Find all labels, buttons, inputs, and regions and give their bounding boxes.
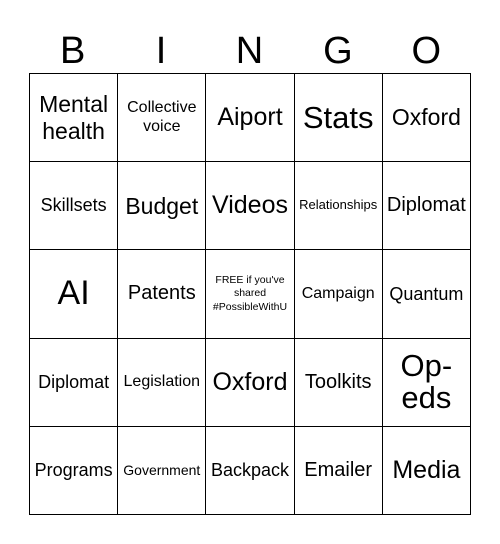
bingo-cell[interactable] <box>295 339 383 427</box>
bingo-cell[interactable] <box>295 74 383 162</box>
header-letter-i: I <box>155 30 168 72</box>
bingo-cell[interactable] <box>118 250 206 338</box>
header-letter-g: G <box>323 30 354 72</box>
header-letter-b: B <box>60 30 87 72</box>
bingo-cell[interactable] <box>383 162 471 250</box>
bingo-cell-label: Oxford <box>391 104 461 131</box>
bingo-cell-label: Toolkits <box>304 370 372 393</box>
bingo-cell-label: Government <box>123 462 201 479</box>
bingo-cell[interactable] <box>30 339 118 427</box>
bingo-cell[interactable] <box>383 74 471 162</box>
bingo-cell[interactable] <box>118 427 206 515</box>
bingo-cell[interactable] <box>383 250 471 338</box>
bingo-cell-label: Mental health <box>39 91 109 144</box>
bingo-cell-label: Videos <box>211 191 288 220</box>
bingo-cell[interactable] <box>118 162 206 250</box>
bingo-cell-label: Media <box>392 456 461 485</box>
bingo-cell-label: Op-eds <box>400 347 453 416</box>
bingo-cell[interactable] <box>295 162 383 250</box>
bingo-cell[interactable] <box>295 250 383 338</box>
bingo-card-grid <box>29 73 471 515</box>
bingo-cell-label: Skillsets <box>40 195 107 216</box>
bingo-cell[interactable] <box>118 74 206 162</box>
bingo-cell[interactable] <box>118 339 206 427</box>
bingo-cell[interactable] <box>206 162 294 250</box>
bingo-free-space[interactable] <box>206 250 294 338</box>
bingo-cell[interactable] <box>30 74 118 162</box>
bingo-cell-label: Diplomat <box>386 194 466 217</box>
bingo-cell-label: Quantum <box>389 283 464 304</box>
bingo-cell-label: Budget <box>125 192 199 219</box>
bingo-cell[interactable] <box>206 339 294 427</box>
bingo-header <box>29 28 471 74</box>
bingo-cell[interactable] <box>206 427 294 515</box>
bingo-cell-label: Aiport <box>217 103 283 132</box>
bingo-cell-label: Campaign <box>301 284 375 302</box>
bingo-cell[interactable] <box>383 427 471 515</box>
bingo-cell-label: Emailer <box>304 458 373 481</box>
bingo-cell-label: FREE if you've shared #PossibleWithU <box>212 273 288 313</box>
bingo-cell-label: Programs <box>34 460 113 481</box>
header-letter-o: O <box>411 30 443 72</box>
bingo-cell[interactable] <box>295 427 383 515</box>
bingo-cell-label: Legislation <box>123 373 201 390</box>
bingo-cell-label: Stats <box>302 99 374 135</box>
bingo-cell-label: Diplomat <box>38 371 110 392</box>
bingo-cell-label: AI <box>57 274 90 313</box>
bingo-cell-label: Backpack <box>210 460 290 481</box>
bingo-cell-label: Relationships <box>299 197 378 213</box>
bingo-cell[interactable] <box>30 427 118 515</box>
bingo-cell[interactable] <box>30 162 118 250</box>
bingo-cell-label: Patents <box>127 282 196 305</box>
header-letter-n: N <box>235 30 265 72</box>
bingo-cell[interactable] <box>383 339 471 427</box>
bingo-cell-label: Oxford <box>212 367 288 396</box>
bingo-cell[interactable] <box>30 250 118 338</box>
bingo-cell-label: Collective voice <box>127 99 197 135</box>
bingo-cell[interactable] <box>206 74 294 162</box>
